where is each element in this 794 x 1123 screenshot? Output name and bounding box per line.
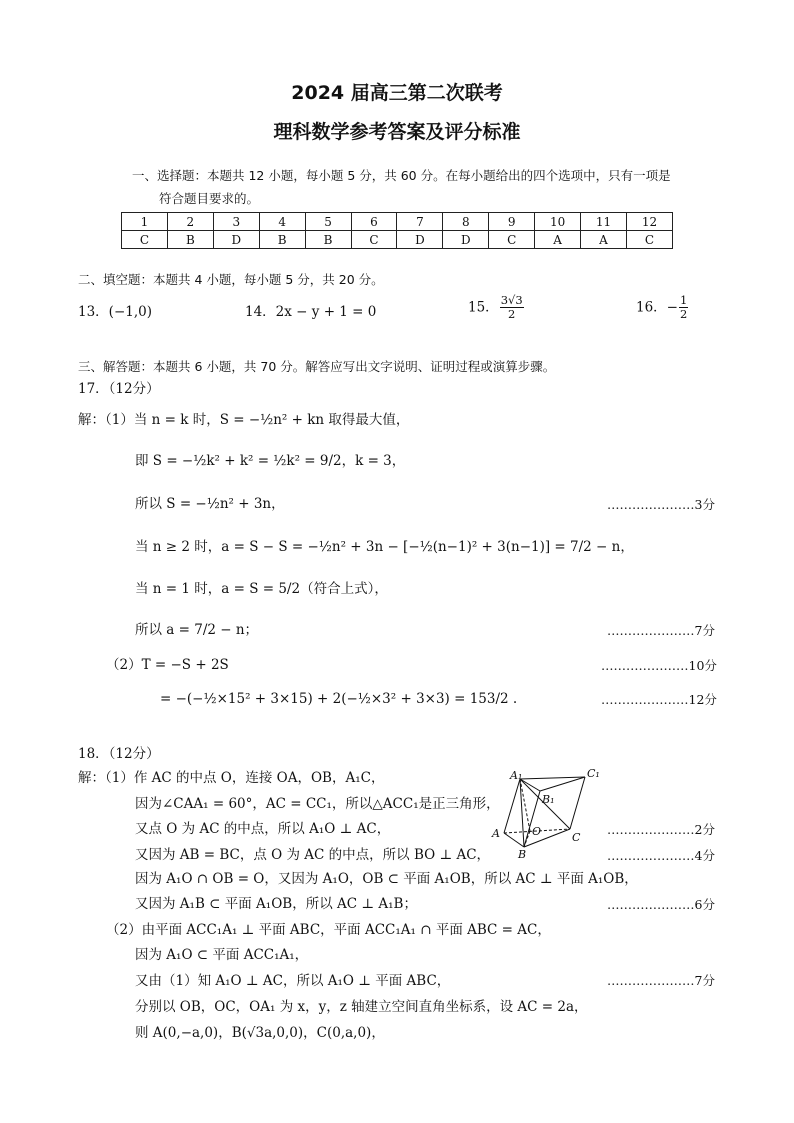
q17-line-6: 所以 a = 7/2 − n； bbox=[135, 622, 259, 638]
table-cell: 12 bbox=[626, 213, 672, 231]
label-b: B bbox=[518, 848, 527, 860]
label-b1: B₁ bbox=[542, 793, 555, 806]
edge-b1-c1 bbox=[540, 777, 585, 791]
q18-line-1: 解：（1）作 AC 的中点 O，连接 OA，OB，A₁C， bbox=[78, 770, 385, 786]
q18-line-11: 则 A(0,−a,0)，B(√3a,0,0)，C(0,a,0)， bbox=[135, 1025, 385, 1041]
table-cell: D bbox=[397, 231, 443, 249]
q17-line-4: 当 n ≥ 2 时，a = S − S = −½n² + 3n − [−½(n−1)² + 3(n−1)] = 7/2 − n， bbox=[135, 539, 634, 555]
q18-line-8: 因为 A₁O ⊂ 平面 ACC₁A₁， bbox=[135, 947, 309, 963]
answer-13: 13．(−1,0) bbox=[78, 304, 152, 320]
q18-line-2: 因为∠CAA₁ = 60°，AC = CC₁，所以△ACC₁是正三角形， bbox=[135, 796, 500, 812]
table-cell: 4 bbox=[259, 213, 305, 231]
q17-line-1: 解：（1）当 n = k 时，S = −½n² + kn 取得最大值， bbox=[78, 412, 410, 428]
section1-intro-line2: 符合题目要求的。 bbox=[159, 191, 260, 206]
q17-line-5: 当 n = 1 时，a = S = 5/2（符合上式）， bbox=[135, 581, 388, 597]
table-cell: B bbox=[305, 231, 351, 249]
q18-line-4: 又因为 AB = BC，点 O 为 AC 的中点，所以 BO ⊥ AC， bbox=[135, 847, 491, 863]
table-cell: A bbox=[535, 231, 581, 249]
label-a: A bbox=[492, 827, 500, 840]
table-cell: C bbox=[351, 231, 397, 249]
fraction-denominator: 2 bbox=[508, 307, 516, 321]
q17-line-8: = −(−½×15² + 3×15) + 2(−½×3² + 3×3) = 153/2 . bbox=[160, 691, 518, 707]
score-marker: …………………12分 bbox=[601, 692, 717, 707]
score-marker: …………………7分 bbox=[607, 973, 715, 988]
label-a1: A₁ bbox=[510, 769, 523, 782]
table-cell: 8 bbox=[443, 213, 489, 231]
edge-a1-c1 bbox=[520, 777, 585, 779]
answer-15-label: 15． bbox=[468, 299, 499, 316]
table-cell: B bbox=[259, 231, 305, 249]
q18-line-9: 又由（1）知 A₁O ⊥ AC，所以 A₁O ⊥ 平面 ABC， bbox=[135, 973, 451, 989]
q18-line-5: 因为 A₁O ∩ OB = O，又因为 A₁O，OB ⊂ 平面 A₁OB，所以 AC ⊥ 平面 A₁OB， bbox=[135, 871, 638, 887]
q17-header: 17．（12分） bbox=[78, 381, 160, 397]
table-cell: B bbox=[167, 231, 213, 249]
table-cell: A bbox=[581, 231, 627, 249]
table-cell: D bbox=[213, 231, 259, 249]
fraction-denominator: 2 bbox=[680, 307, 688, 321]
table-cell: C bbox=[122, 231, 168, 249]
answer-14: 14．2x − y + 1 = 0 bbox=[245, 304, 377, 320]
q17-line-2: 即 S = −½k² + k² = ½k² = 9/2，k = 3， bbox=[135, 453, 406, 469]
fraction-numerator: 1 bbox=[680, 293, 688, 307]
score-marker: …………………4分 bbox=[607, 848, 715, 863]
table-cell: 1 bbox=[122, 213, 168, 231]
table-cell: 2 bbox=[167, 213, 213, 231]
label-c: C bbox=[572, 831, 581, 844]
section2-intro: 二、填空题：本题共 4 小题，每小题 5 分，共 20 分。 bbox=[78, 272, 384, 287]
answer-15 bbox=[468, 294, 525, 321]
score-marker: …………………10分 bbox=[601, 658, 717, 673]
table-cell: C bbox=[626, 231, 672, 249]
q18-line-6: 又因为 A₁B ⊂ 平面 A₁OB，所以 AC ⊥ A₁B； bbox=[135, 896, 417, 912]
table-cell: 3 bbox=[213, 213, 259, 231]
q17-line-3: 所以 S = −½n² + 3n， bbox=[135, 496, 285, 512]
answer-16 bbox=[636, 294, 689, 321]
score-marker: …………………7分 bbox=[607, 623, 715, 638]
label-c1: C₁ bbox=[587, 767, 600, 780]
edge-a-b bbox=[504, 833, 524, 847]
answer-table bbox=[121, 212, 673, 249]
table-cell: 9 bbox=[489, 213, 535, 231]
q18-line-3: 又点 O 为 AC 的中点，所以 A₁O ⊥ AC， bbox=[135, 821, 391, 837]
fraction bbox=[500, 294, 524, 321]
table-cell: 10 bbox=[535, 213, 581, 231]
q18-line-7: （2）由平面 ACC₁A₁ ⊥ 平面 ABC，平面 ACC₁A₁ ∩ 平面 ABC = AC， bbox=[106, 922, 551, 938]
answer-16-label: 16．− bbox=[636, 299, 678, 316]
edge-b1-b bbox=[524, 791, 540, 847]
table-cell: 6 bbox=[351, 213, 397, 231]
fraction-numerator: 3√3 bbox=[500, 293, 523, 307]
page-title: 2024 届高三第二次联考 bbox=[291, 82, 503, 104]
edge-a1-a bbox=[504, 779, 520, 833]
table-cell: 7 bbox=[397, 213, 443, 231]
answer-table-numbers-row bbox=[122, 213, 673, 231]
fraction bbox=[679, 294, 688, 321]
answer-table-answers-row bbox=[122, 231, 673, 249]
table-cell: 5 bbox=[305, 213, 351, 231]
label-o: O bbox=[532, 825, 542, 838]
score-marker: …………………6分 bbox=[607, 897, 715, 912]
q17-line-7: （2）T = −S + 2S bbox=[106, 657, 229, 673]
q18-header: 18．（12分） bbox=[78, 746, 160, 762]
score-marker: …………………2分 bbox=[607, 822, 715, 837]
score-marker: …………………3分 bbox=[607, 497, 715, 512]
table-cell: 11 bbox=[581, 213, 627, 231]
page-subtitle: 理科数学参考答案及评分标准 bbox=[273, 121, 521, 143]
table-cell: D bbox=[443, 231, 489, 249]
table-cell: C bbox=[489, 231, 535, 249]
section1-intro-line1: 一、选择题：本题共 12 小题，每小题 5 分，共 60 分。在每小题给出的四个选项中，只有一项是 bbox=[132, 168, 671, 183]
prism-figure bbox=[490, 765, 610, 860]
q18-line-10: 分别以 OB，OC，OA₁ 为 x，y，z 轴建立空间直角坐标系，设 AC = 2a， bbox=[135, 999, 588, 1015]
section3-intro: 三、解答题：本题共 6 小题，共 70 分。解答应写出文字说明、证明过程或演算步骤。 bbox=[78, 359, 556, 374]
edge-c1-c bbox=[570, 777, 585, 829]
